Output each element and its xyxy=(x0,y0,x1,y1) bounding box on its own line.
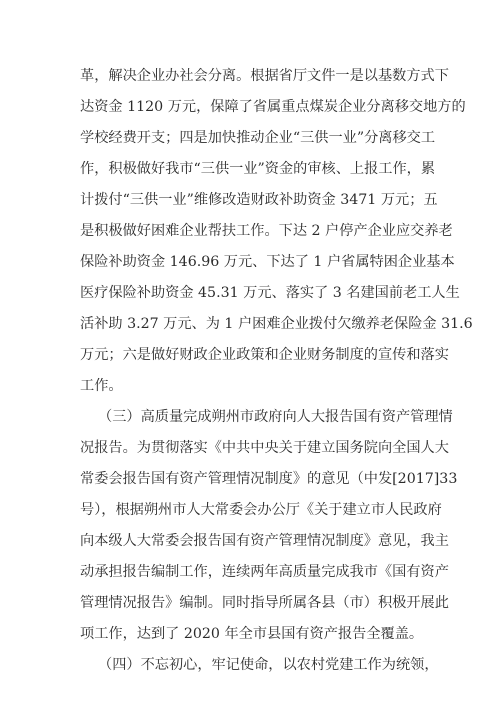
text-line: 万元；六是做好财政企业政策和企业财务制度的宣传和落实 xyxy=(80,347,449,363)
text-line: 学校经费开支；四是加快推动企业“三供一业”分离移交工 xyxy=(80,130,436,146)
text-line: 动承担报告编制工作，连续两年高质量完成我市《国有资产 xyxy=(80,564,449,580)
text-line: 医疗保险补助资金 45.31 万元、落实了 3 名建国前老工人生 xyxy=(80,285,460,301)
text-line: 向本级人大常委会报告国有资产管理情况制度》意见，我主 xyxy=(80,533,449,549)
section-heading-line: （四）不忘初心，牢记使命，以农村党建工作为统领， xyxy=(98,657,439,673)
section-heading-line: （三）高质量完成朔州市政府向人大报告国有资产管理情 xyxy=(98,409,453,425)
text-line: 工作。 xyxy=(80,378,123,394)
text-line: 管理情况报告》编制。同时指导所属各县（市）积极开展此 xyxy=(80,595,449,611)
text-line: 常委会报告国有资产管理情况制度》的意见（中发[2017]33 xyxy=(80,471,458,487)
text-line: 计拨付“三供一业”维修改造财政补助资金 3471 万元；五 xyxy=(80,192,438,208)
text-line: 达资金 1120 万元，保障了省属重点煤炭企业分离移交地方的 xyxy=(80,99,466,115)
text-line: 号），根据朔州市人大常委会办公厅《关于建立市人民政府 xyxy=(80,502,442,518)
text-line: 项工作，达到了 2020 年全市县国有资产报告全覆盖。 xyxy=(80,626,424,642)
text-line: 活补助 3.27 万元、为 1 户困难企业拨付欠缴养老保险金 31.6 xyxy=(80,316,473,332)
text-line: 况报告。为贯彻落实《中共中央关于建立国务院向全国人大 xyxy=(80,440,449,456)
text-line: 是积极做好困难企业帮扶工作。下达 2 户停产企业应交养老 xyxy=(80,223,453,239)
text-line: 保险补助资金 146.96 万元、下达了 1 户省属特困企业基本 xyxy=(80,254,455,270)
text-line: 革，解决企业办社会分离。根据省厅文件一是以基数方式下 xyxy=(80,68,449,84)
text-line: 作，积极做好我市“三供一业”资金的审核、上报工作，累 xyxy=(80,161,436,177)
